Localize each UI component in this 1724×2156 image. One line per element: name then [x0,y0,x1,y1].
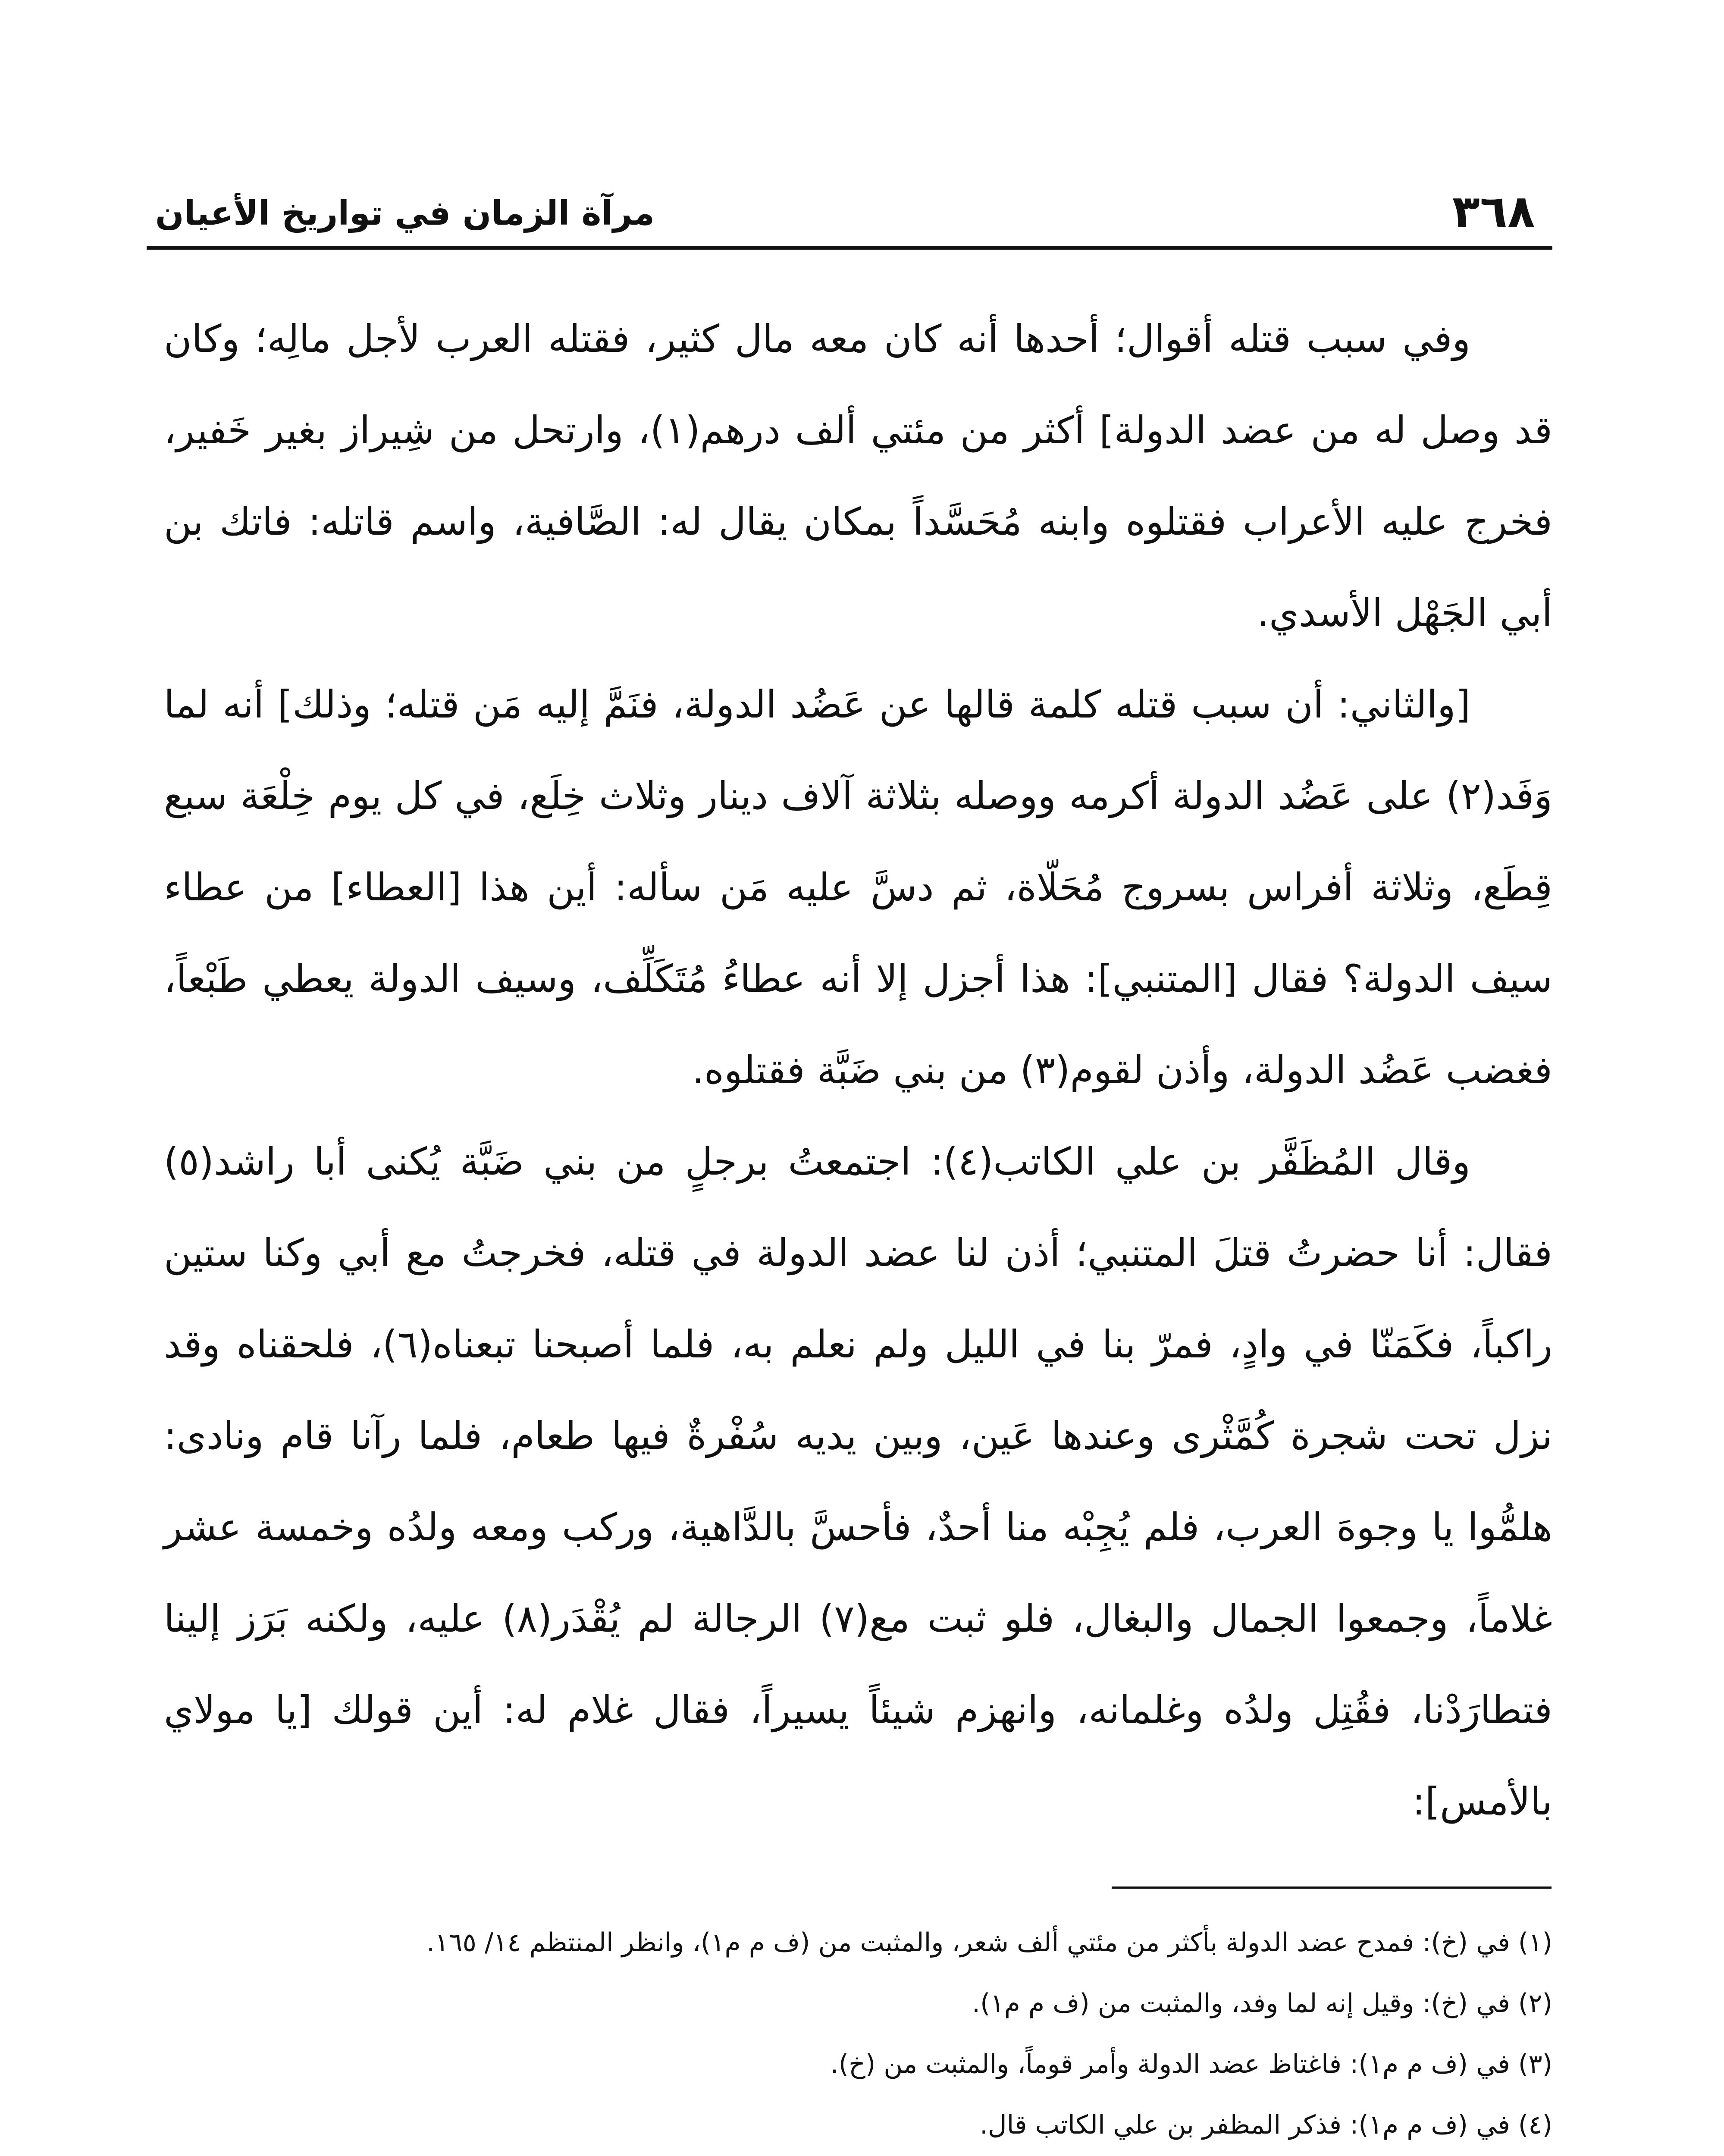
page-number: ٣٦٨ [1452,185,1535,238]
footnote-separator [1112,1887,1552,1889]
footnote: (١) في (خ): فمدح عضد الدولة بأكثر من مئتي ألف شعر، والمثبت من (ف م م١)، وانظر المنتظم ١٤/ ١٦٥. [426,1927,1552,1958]
running-title: مرآة الزمان في تواريخ الأعيان [155,194,655,233]
footnote: (٣) في (ف م م١): فاغتاظ عضد الدولة وأمر قوماً، والمثبت من (خ). [830,2049,1552,2079]
footnote: (٢) في (خ): وقيل إنه لما وفد، والمثبت من (ف م م١). [972,1988,1552,2018]
footnotes [164,1912,1552,2156]
paragraph: [والثاني: أن سبب قتله كلمة قالها عن عَضُد الدولة، فنَمَّ إليه مَن قتله؛ وذلك] أنه لما وَفَد(٢) على عَضُد الدولة أكرمه ووصله بثلاثة آلاف دينار وثلاث خِلَع، في كل يوم خِلْعَة سبع قِطَع، وثلاثة أفراس بسروج مُحَلّاة، ثم دسَّ عليه مَن سأله: أين هذا [العطاء] من عطاء سيف الدولة؟ فقال [المتنبي]: هذا أجزل إلا أنه عطاءُ مُتَكَلِّف، وسيف الدولة يعطي طَبْعاً، فغضب عَضُد الدولة، وأذن لقوم(٣) من بني ضَبَّة فقتلوه. [164,682,1552,1092]
page-header [147,181,1552,250]
footnote: (٤) في (ف م م١): فذكر المظفر بن علي الكاتب قال. [979,2110,1552,2140]
paragraph: وقال المُظَفَّر بن علي الكاتب(٤): اجتمعتُ برجلٍ من بني ضَبَّة يُكنى أبا راشد(٥) فقال: أنا حضرتُ قتلَ المتنبي؛ أذن لنا عضد الدولة في قتله، فخرجتُ مع أبي وكنا ستين راكباً، فكَمَنّا في وادٍ، فمرّ بنا في الليل ولم نعلم به، فلما أصبحنا تبعناه(٦)، فلحقناه وقد نزل تحت شجرة كُمَّثْرى وعندها عَين، وبين يديه سُفْرةٌ فيها طعام، فلما رآنا قام ونادى: هلمُّوا يا وجوهَ العرب، فلم يُجِبْه منا أحدٌ، فأحسَّ بالدَّاهية، وركب ومعه ولدُه وخمسة عشر غلاماً، وجمعوا الجمال والبغال، فلو ثبت مع(٧) الرجالة لم يُقْدَر(٨) عليه، ولكنه بَرَز إلينا فتطارَدْنا، فقُتِل ولدُه وغلمانه، وانهزم شيئاً يسيراً، فقال غلام له: أين قولك [يا مولاي بالأمس]: [164,1139,1552,1824]
paragraph: وفي سبب قتله أقوال؛ أحدها أنه كان معه مال كثير، فقتله العرب لأجل مالِه؛ وكان قد وصل له من عضد الدولة] أكثر من مئتي ألف درهم(١)، وارتحل من شِيراز بغير خَفير، فخرج عليه الأعراب فقتلوه وابنه مُحَسَّداً بمكان يقال له: الصَّافية، واسم قاتله: فاتك بن أبي الجَهْل الأسدي. [164,317,1553,635]
main-text [164,293,1552,1847]
